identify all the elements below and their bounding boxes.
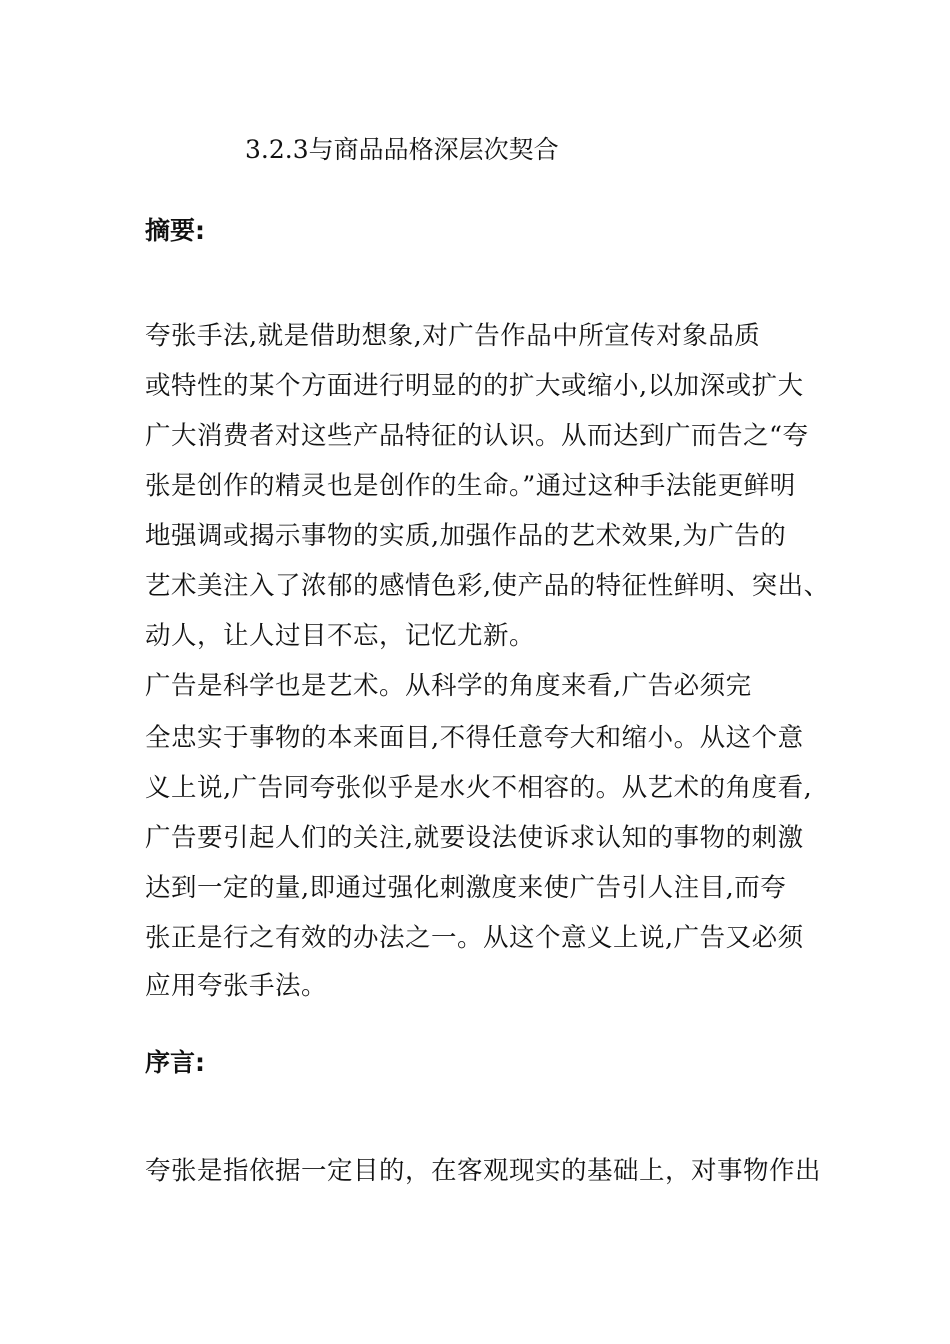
paragraph-line: 艺术美注入了浓郁的感情色彩,使产品的特征性鲜明、突出、	[145, 571, 830, 601]
paragraph-line: 广大消费者对这些产品特征的认识。从而达到广而告之“夸	[145, 421, 809, 451]
paragraph-line: 张正是行之有效的办法之一。从这个意义上说,广告又必须	[145, 923, 804, 953]
paragraph-line: 应用夸张手法。	[145, 971, 328, 1001]
paragraph-line: 夸张手法,就是借助想象,对广告作品中所宣传对象品质	[145, 321, 761, 351]
paragraph-line: 义上说,广告同夸张似乎是水火不相容的。从艺术的角度看,	[145, 773, 813, 803]
paragraph-line: 广告是科学也是艺术。从科学的角度来看,广告必须完	[145, 671, 752, 701]
paragraph-line: 动人，让人过目不忘，记忆尤新。	[145, 621, 536, 651]
preface-heading: 序言:	[145, 1048, 205, 1077]
toc-entry: 3.2.3与商品品格深层次契合	[245, 135, 559, 164]
paragraph-line: 或特性的某个方面进行明显的的扩大或缩小,以加深或扩大	[145, 371, 804, 401]
abstract-heading: 摘要:	[145, 216, 205, 245]
paragraph-line: 地强调或揭示事物的实质,加强作品的艺术效果,为广告的	[145, 521, 787, 551]
preface-line: 夸张是指依据一定目的，在客观现实的基础上，对事物作出	[145, 1156, 822, 1186]
paragraph-line: 广告要引起人们的关注,就要设法使诉求认知的事物的刺激	[145, 823, 804, 853]
paragraph-line: 达到一定的量,即通过强化刺激度来使广告引人注目,而夸	[145, 873, 787, 903]
paragraph-line: 张是创作的精灵也是创作的生命。”通过这种手法能更鲜明	[145, 471, 796, 501]
paragraph-line: 全忠实于事物的本来面目,不得任意夸大和缩小。从这个意	[145, 723, 804, 753]
